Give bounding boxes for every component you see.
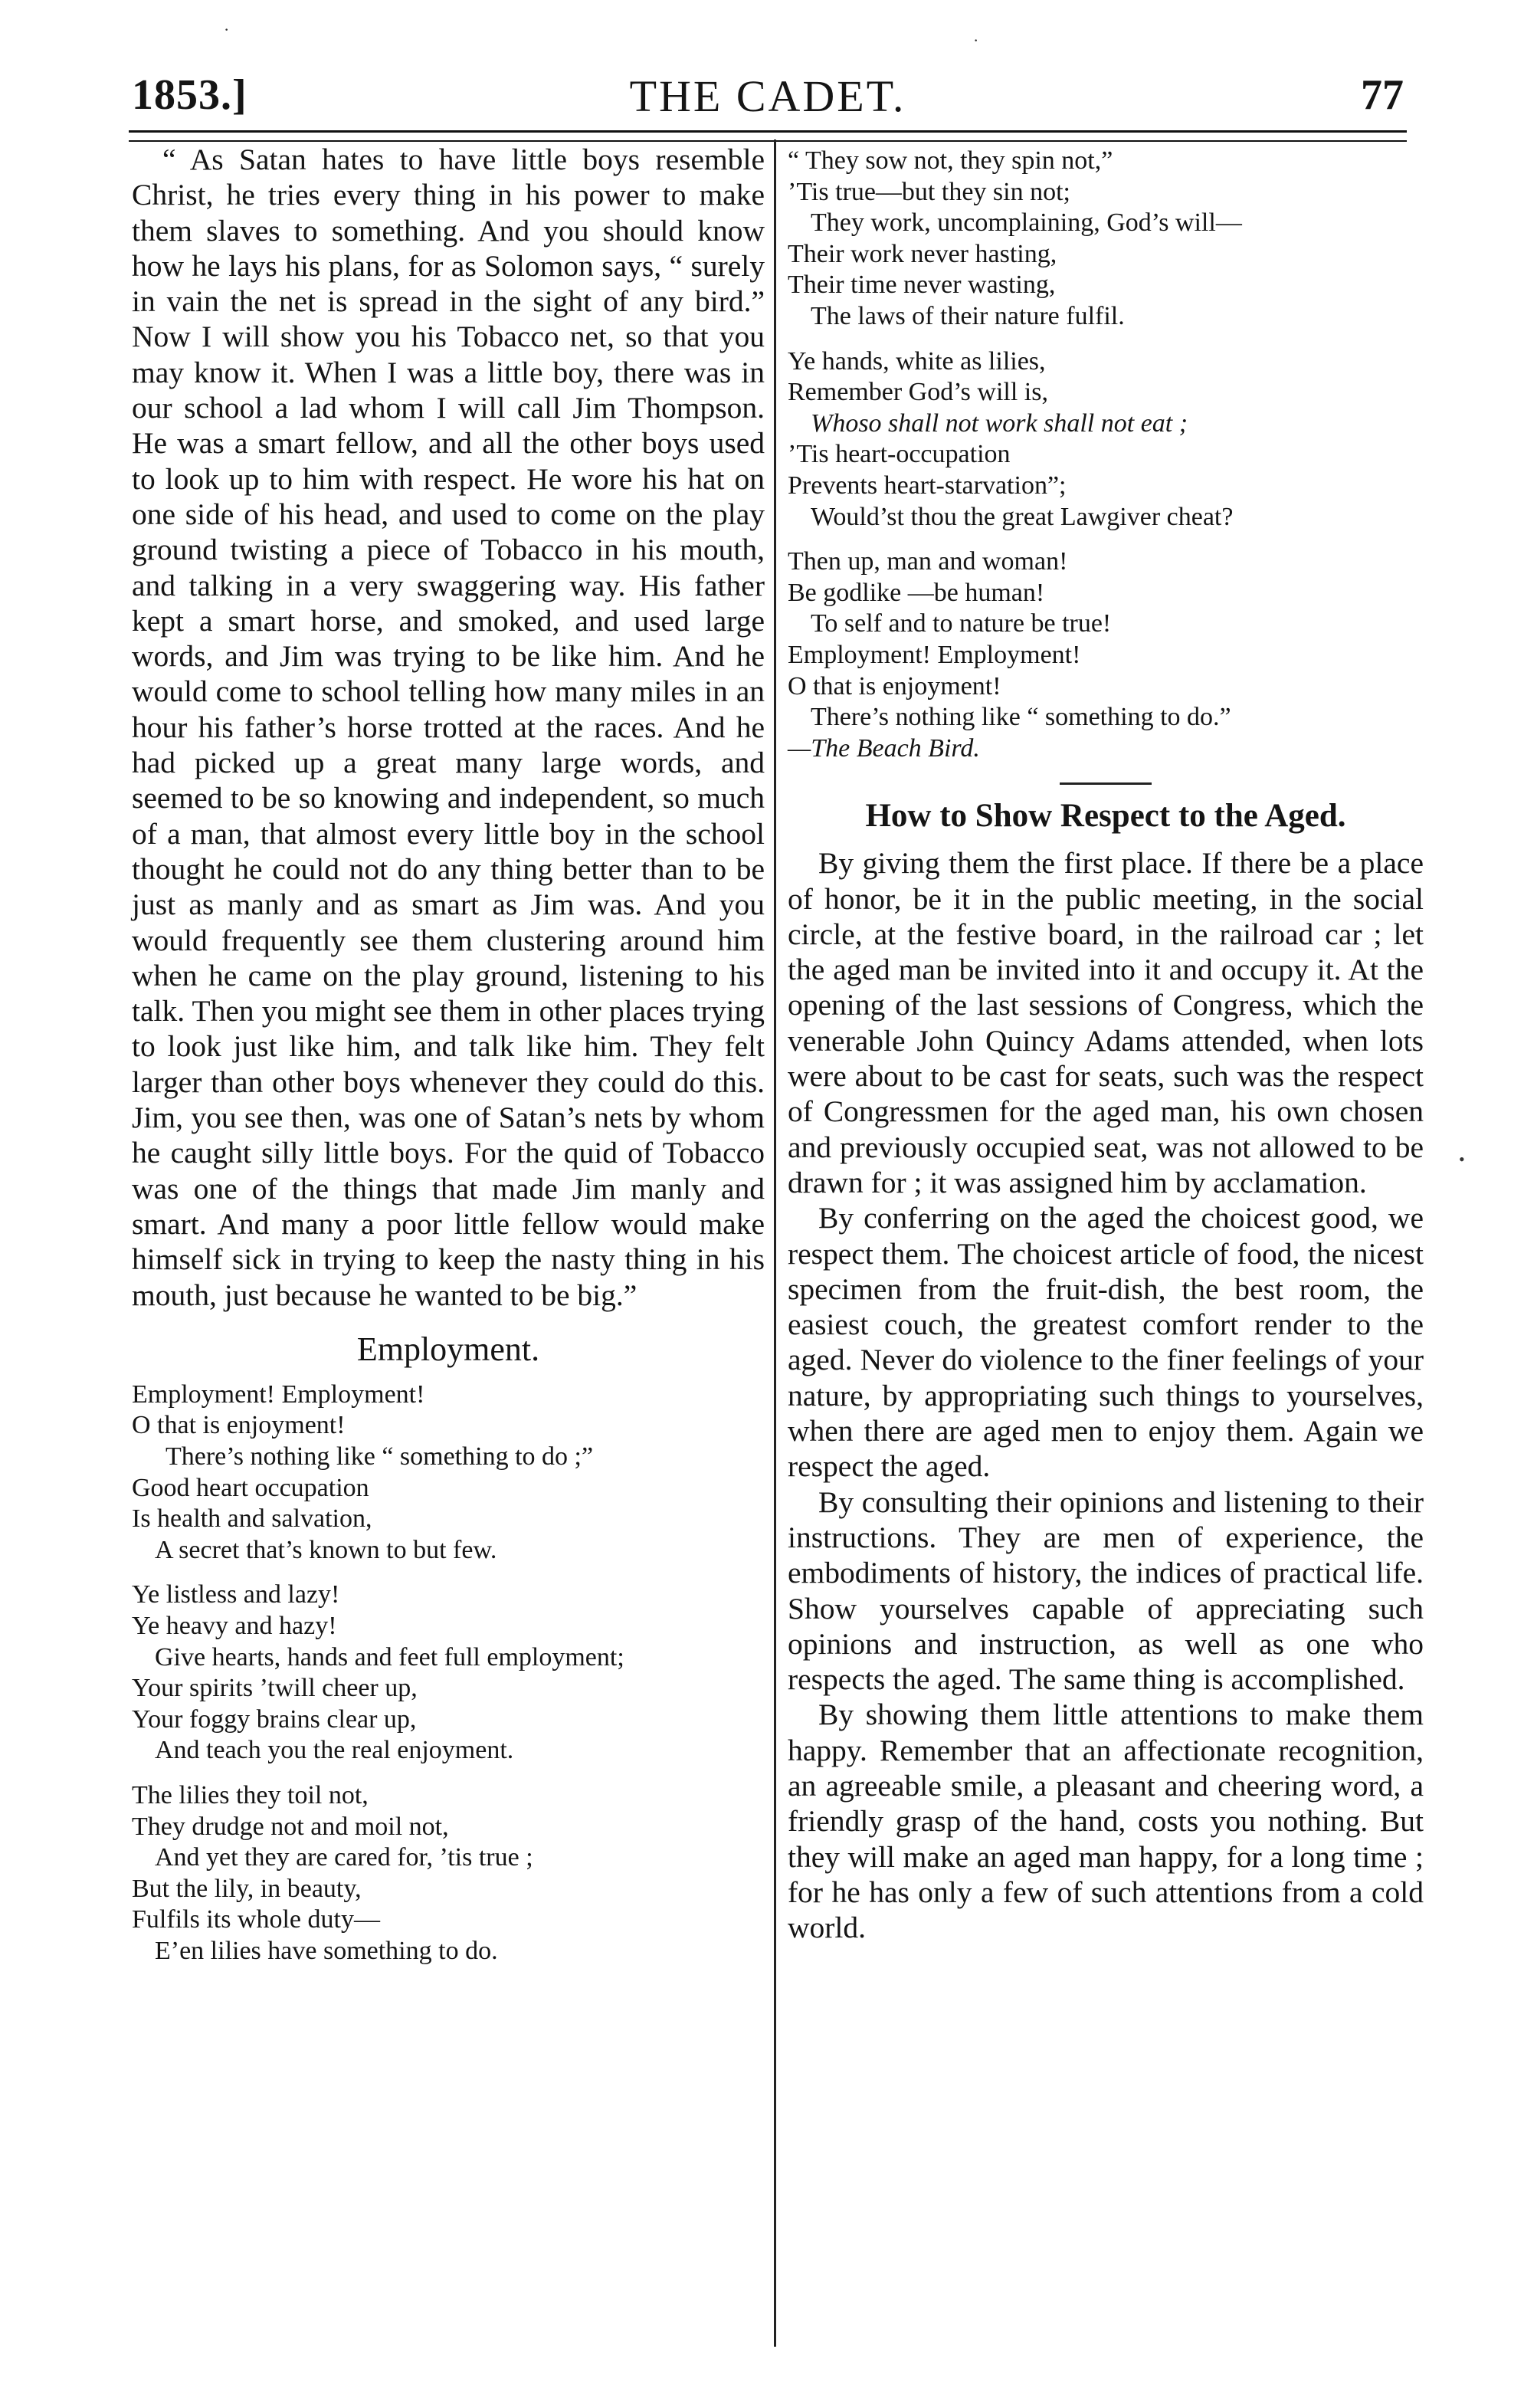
print-speck: · (973, 31, 979, 50)
poem-line: There’s nothing like “ something to do ;” (166, 1442, 594, 1471)
page-number: 77 (1361, 71, 1404, 119)
poem-stanza (132, 1380, 765, 1567)
print-speck: · (224, 20, 230, 39)
poem-line: O that is enjoyment! (132, 1411, 346, 1440)
poem-line: Ye listless and lazy! (132, 1580, 340, 1609)
article-title: How to Show Respect to the Aged. (865, 798, 1346, 835)
poem-stanza (788, 146, 1424, 333)
poem-line: E’en lilies have something to do. (155, 1936, 498, 1965)
poem-line: Good heart occupation (132, 1473, 369, 1502)
poem-line: They drudge not and moil not, (132, 1812, 449, 1841)
poem-line: Remember God’s will is, (788, 378, 1048, 407)
poem-line: Ye heavy and hazy! (132, 1611, 337, 1640)
article-text (788, 845, 1424, 1945)
poem-stanza (788, 346, 1424, 533)
poem-stanza (788, 546, 1424, 764)
poem-line: Your foggy brains clear up, (132, 1704, 417, 1734)
article-paragraph: By consulting their opinions and listening to their instructions. They are men of experience, the embodiments of history, the indices of practical life. Show yourselves capable of appreciating such opinions and instruction, as well as one who respects the aged. The same thing is accomplished. (788, 1484, 1424, 1697)
poem-line: Then up, man and woman! (788, 547, 1068, 576)
section-separator (1060, 782, 1152, 785)
poem-line: Be godlike —be human! (788, 578, 1045, 607)
poem-line: But the lily, in beauty, (132, 1874, 362, 1903)
page-header (132, 71, 1404, 124)
story-text (132, 142, 765, 1313)
poem-line: And teach you the real enjoyment. (155, 1736, 514, 1765)
publication-title: THE CADET. (629, 71, 906, 121)
poem-line: To self and to nature be true! (811, 609, 1112, 638)
poem-employment (132, 1380, 765, 1967)
left-column (132, 138, 765, 1980)
poem-line: ’Tis true—but they sin not; (788, 177, 1070, 206)
column-divider (774, 139, 776, 2347)
poem-line: Their time never wasting, (788, 271, 1056, 300)
poem-line: Would’st thou the great Lawgiver cheat? (811, 502, 1234, 531)
poem-line: Whoso shall not work shall not eat ; (811, 408, 1188, 438)
article-paragraph: By showing them little attentions to make them happy. Remember that an affectionate recognition, an agreeable smile, a pleasant and cheering word, a friendly grasp of the hand, costs you nothing. But they will make an aged man happy, for a long time ; for he has only a few of such attentions from a cold world. (788, 1698, 1424, 1945)
poem-line: There’s nothing like “ something to do.” (811, 703, 1231, 732)
right-column (788, 138, 1424, 1945)
poem-line: Fulfils its whole duty— (132, 1905, 380, 1934)
article-paragraph: By giving them the first place. If there be a place of honor, be it in the public meeting, in the social circle, at the festive board, in the railroad car ; let the aged man be invited into it and occupy it. At the opening of the last sessions of Congress, which the venerable John Quincy Adams attended, when lots were about to be cast for seats, such was the respect of Congressmen for the aged man, his own chosen and previously occupied seat, was not allowed to be drawn for ; it was assigned him by acclamation. (788, 846, 1424, 1199)
poem-line: Employment! Employment! (132, 1380, 425, 1409)
poem-line: The laws of their nature fulfil. (811, 301, 1125, 330)
print-speck: • (1459, 1150, 1465, 1169)
poem-stanza (132, 1580, 765, 1767)
poem-attribution: —The Beach Bird. (788, 733, 980, 763)
poem-line: “ They sow not, they spin not,” (788, 146, 1113, 175)
poem-continuation (788, 146, 1424, 764)
poem-line: The lilies they toil not, (132, 1780, 369, 1809)
poem-line: They work, uncomplaining, God’s will— (811, 208, 1242, 238)
poem-line: Prevents heart-starvation”; (788, 471, 1067, 500)
article-paragraph: By conferring on the aged the choicest good, we respect them. The choicest article of food, the nicest specimen from the fruit-dish, the best room, the easiest couch, the greatest comfort render to the aged. Never do violence to the finer feelings of your nature, by appropriating such things to yourselves, when there are aged men to enjoy them. Again we respect the aged. (788, 1201, 1424, 1484)
poem-line: Is health and salvation, (132, 1504, 372, 1534)
poem-line: O that is enjoyment! (788, 671, 1001, 700)
poem-line: Their work never hasting, (788, 239, 1057, 268)
poem-line: Ye hands, white as lilies, (788, 346, 1046, 376)
poem-line: Your spirits ’twill cheer up, (132, 1674, 418, 1703)
poem-stanza (132, 1780, 765, 1967)
poem-line: Employment! Employment! (788, 640, 1081, 669)
story-paragraph: “ As Satan hates to have little boys resemble Christ, he tries every thing in his power to make them slaves to something. And you should know how he lays his plans, for as Solomon says, “ surely in vain the net is spread in the sight of any bird.” Now I will show you his Tobacco net, so that you may know it. When I was a little boy, there was in our school a lad whom I will call Jim Thompson. He was a smart fellow, and all the other boys used to look up to him with respect. He wore his hat on one side of his head, and used to come on the play ground twisting a piece of Tobacco in his mouth, and talking in a very swaggering way. His father kept a smart horse, and smoked, and used large words, and Jim was trying to be like him. And he would come to school telling how many miles in an hour his father’s horse trotted at the races. And he had picked up a great many large words, and seemed to be so knowing and independent, so much of a man, that almost every little boy in the school thought he could not do any thing better than to be just as manly and as smart as Jim was. And you would frequently see them clustering around him when he came on the play ground, listening to his talk. Then you might see them in other places trying to look just like him, and talk like him. They felt larger than other boys whenever they could do this. Jim, you see then, was one of Satan’s nets by whom he caught silly little boys. For the quid of Tobacco was one of the things that made Jim manly and smart. And many a poor little fellow would make himself sick in trying to keep the nasty thing in his mouth, just because he wanted to be big.” (132, 143, 765, 1312)
poem-line: A secret that’s known to but few. (155, 1535, 497, 1564)
poem-line: ’Tis heart-occupation (788, 440, 1011, 469)
poem-title: Employment. (356, 1330, 540, 1368)
issue-date: 1853.] (132, 71, 247, 119)
poem-line: Give hearts, hands and feet full employment; (155, 1642, 624, 1671)
poem-line: And yet they are cared for, ’tis true ; (155, 1843, 533, 1872)
